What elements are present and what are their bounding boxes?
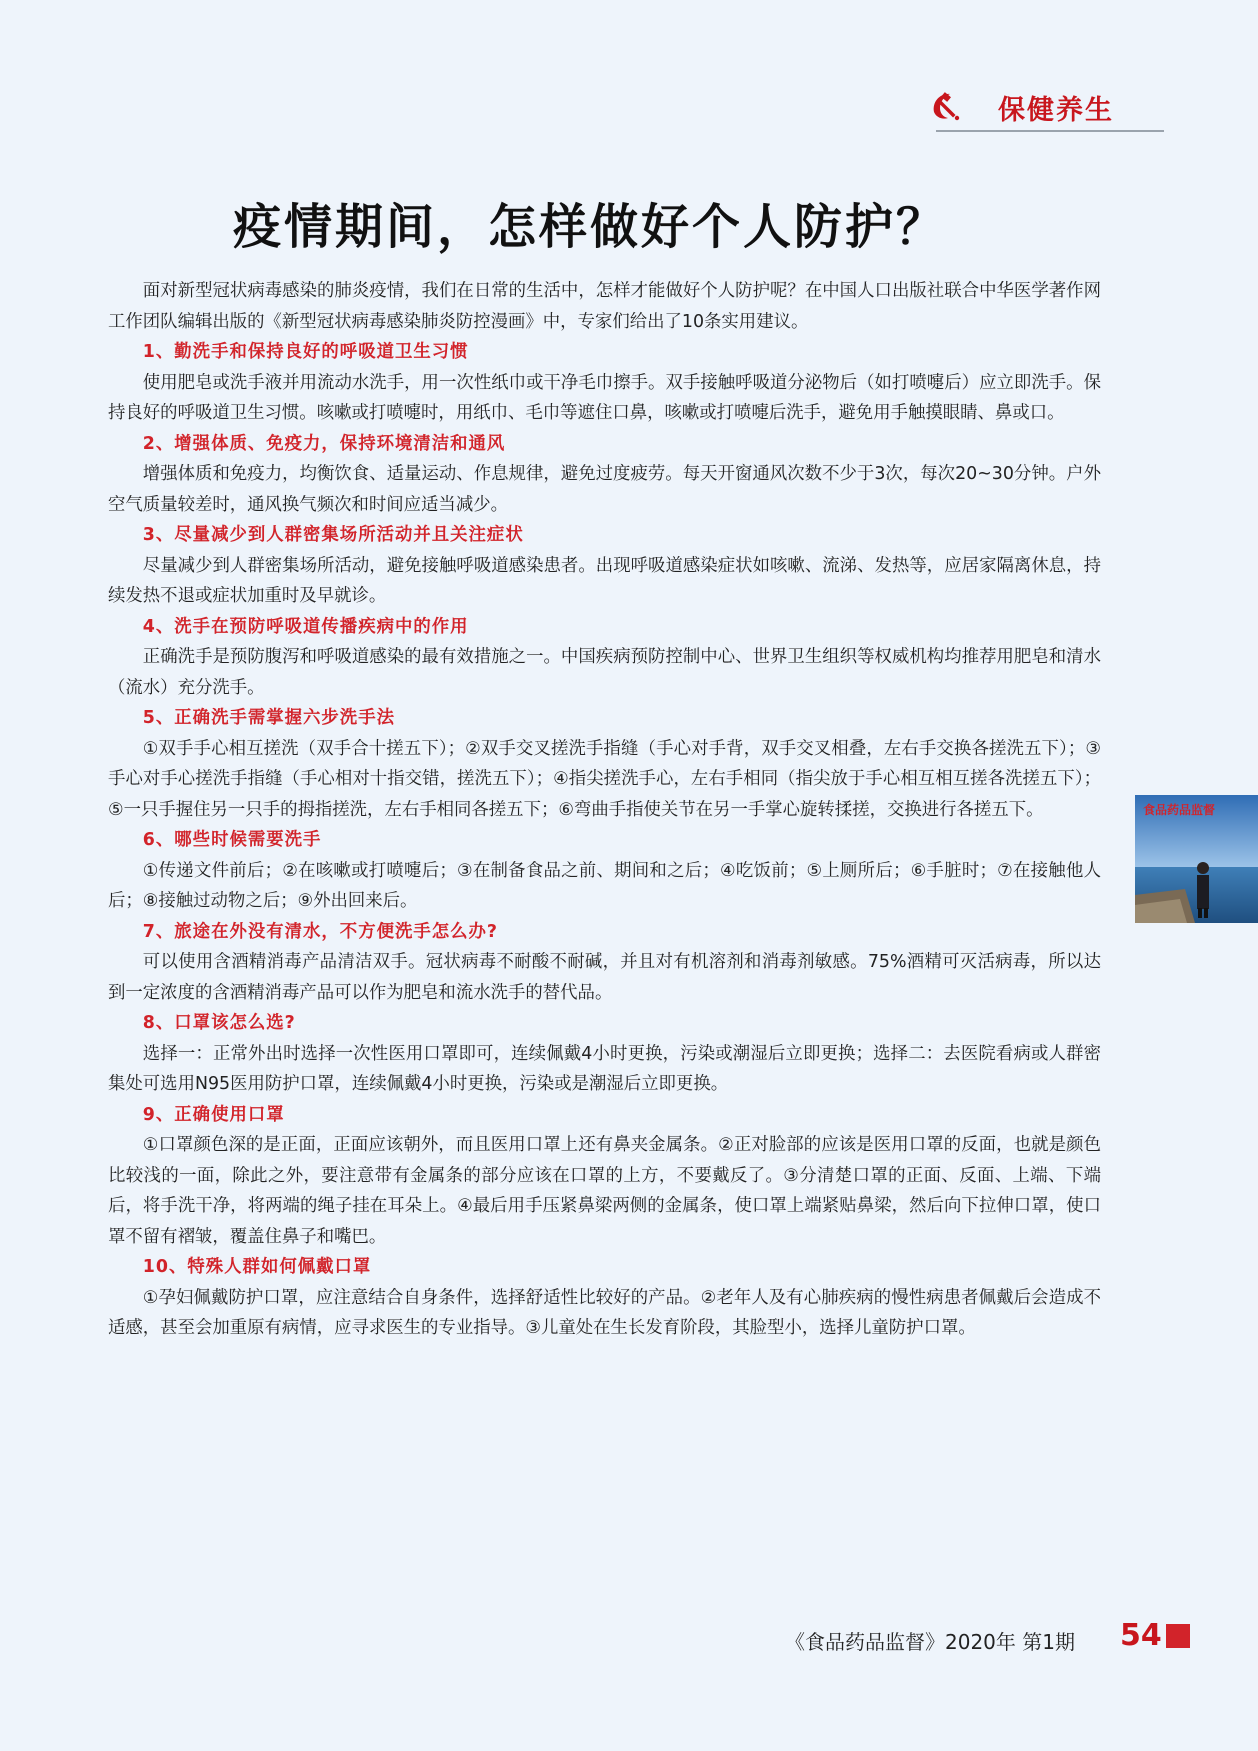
section-body-3: 尽量减少到人群密集场所活动，避免接触呼吸道感染患者。出现呼吸道感染症状如咳嗽、流涕、发热等，应居家隔离休息，持续发热不退或症状加重时及早就诊。 xyxy=(108,555,1101,606)
section-divider xyxy=(936,130,1164,132)
section-name: 保健养生 xyxy=(998,95,1114,126)
side-photo xyxy=(1135,795,1258,923)
page-number: 54 xyxy=(1120,1618,1162,1653)
section-heading-8: 8、口罩该怎么选? xyxy=(142,1013,296,1033)
section-heading-7: 7、旅途在外没有清水，不方便洗手怎么办? xyxy=(142,921,499,942)
section-heading-2: 2、增强体质、免疫力，保持环境清洁和通风 xyxy=(142,433,506,454)
section-body-8: 选择一：正常外出时选择一次性医用口罩即可，连续佩戴4小时更换，污染或潮湿后立即更换；选择二：去医院看病或人群密集处可选用N95医用防护口罩，连续佩戴4小时更换，污染或是潮湿后立即更换。 xyxy=(108,1043,1101,1094)
section-body-7: 可以使用含酒精消毒产品清洁双手。冠状病毒不耐酸不耐碱，并且对有机溶剂和消毒剂敏感。75%酒精可灭活病毒，所以达到一定浓度的含酒精消毒产品可以作为肥皂和流水洗手的替代品。 xyxy=(108,952,1101,1003)
article-title: 疫情期间，怎样做好个人防护？ xyxy=(232,199,947,255)
section-header xyxy=(928,86,1164,134)
section-body-6: ①传递文件前后；②在咳嗽或打喷嚏后；③在制备食品之前、期间和之后；④吃饭前；⑤上厕所后；⑥手脏时；⑦在接触他人后；⑧接触过动物之后；⑨外出回来后。 xyxy=(108,860,1101,911)
page-marker-square xyxy=(1166,1624,1190,1648)
section-body-9: ①口罩颜色深的是正面，正面应该朝外，而且医用口罩上还有鼻夹金属条。②正对脸部的应该是医用口罩的反面，也就是颜色比较浅的一面，除此之外，要注意带有金属条的部分应该在口罩的上方，不要戴反了。③分清楚口罩的正面、反面、上端、下端后，将手洗干净，将两端的绳子挂在耳朵上。④最后用手压紧鼻梁两侧的金属条，使口罩上端紧贴鼻梁，然后向下拉伸口罩，使口罩不留有褶皱，覆盖住鼻子和嘴巴。 xyxy=(108,1135,1101,1247)
intro-paragraph: 面对新型冠状病毒感染的肺炎疫情，我们在日常的生活中，怎样才能做好个人防护呢？在中国人口出版社联合中华医学著作网工作团队编辑出版的《新型冠状病毒感染肺炎防控漫画》中，专家们给出了10条实用建议。 xyxy=(108,281,1101,332)
section-body-1: 使用肥皂或洗手液并用流动水洗手，用一次性纸巾或干净毛巾擦手。双手接触呼吸道分泌物后（如打喷嚏后）应立即洗手。保持良好的呼吸道卫生习惯。咳嗽或打喷嚏时，用纸巾、毛巾等遮住口鼻，咳嗽或打喷嚏后洗手，避免用手触摸眼睛、鼻或口。 xyxy=(108,372,1101,423)
section-body-5: ①双手手心相互搓洗（双手合十搓五下）；②双手交叉搓洗手指缝（手心对手背，双手交叉相叠，左右手交换各搓洗五下）；③手心对手心搓洗手指缝（手心相对十指交错，搓洗五下）；④指尖搓洗手心，左右手相同（指尖放于手心相互相互搓各洗搓五下）；⑤一只手握住另一只手的拇指搓洗，左右手相同各搓五下；⑥弯曲手指使关节在另一手掌心旋转揉搓，交换进行各搓五下。 xyxy=(108,738,1101,820)
section-heading-3: 3、尽量减少到人群密集场所活动并且关注症状 xyxy=(142,525,524,545)
section-body-2: 增强体质和免疫力，均衡饮食、适量运动、作息规律，避免过度疲劳。每天开窗通风次数不少于3次，每次20~30分钟。户外空气质量较差时，通风换气频次和时间应适当减少。 xyxy=(108,464,1101,515)
journal-issue: 《食品药品监督》2020年 第1期 xyxy=(785,1630,1075,1654)
section-heading-9: 9、正确使用口罩 xyxy=(142,1104,285,1125)
section-body-4: 正确洗手是预防腹泻和呼吸道感染的最有效措施之一。中国疾病预防控制中心、世界卫生组织等权威机构均推荐用肥皂和清水（流水）充分洗手。 xyxy=(108,647,1101,698)
page-footer xyxy=(780,1616,1200,1656)
section-heading-5: 5、正确洗手需掌握六步洗手法 xyxy=(142,708,395,728)
section-heading-6: 6、哪些时候需要洗手 xyxy=(142,830,322,850)
section-heading-4: 4、洗手在预防呼吸道传播疾病中的作用 xyxy=(142,616,469,637)
section-body-10: ①孕妇佩戴防护口罩，应注意结合自身条件，选择舒适性比较好的产品。②老年人及有心肺疾病的慢性病患者佩戴后会造成不适感，甚至会加重原有病情，应寻求医生的专业指导。③儿童处在生长发育阶段，其脸型小，选择儿童防护口罩。 xyxy=(108,1287,1101,1338)
section-heading-10: 10、特殊人群如何佩戴口罩 xyxy=(142,1257,372,1277)
photo-caption: 食品药品监督 xyxy=(1143,803,1216,817)
article-body xyxy=(108,276,1101,1344)
hammer-sickle-icon xyxy=(928,88,964,124)
section-heading-1: 1、勤洗手和保持良好的呼吸道卫生习惯 xyxy=(142,342,469,362)
